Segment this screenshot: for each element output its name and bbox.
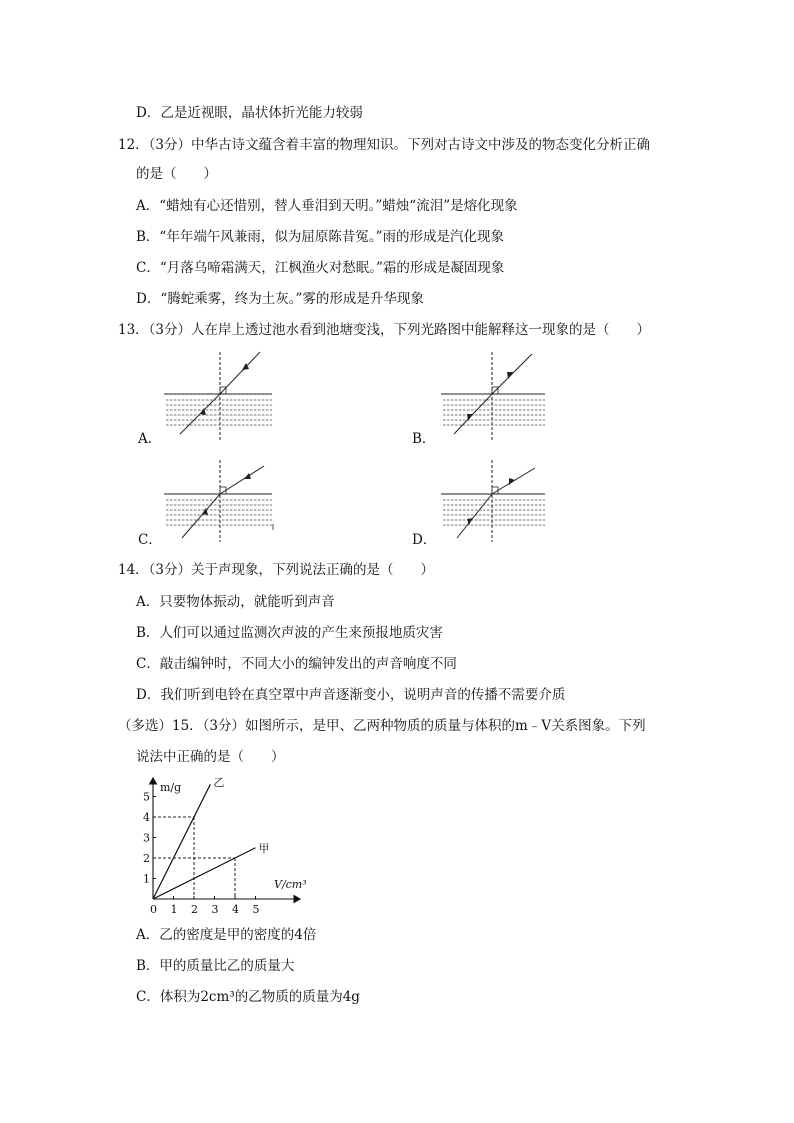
m-v-chart: [138, 775, 313, 920]
y-axis-label: m/g: [160, 781, 182, 794]
series-line: [153, 848, 256, 899]
q12-option-b: B．“年年端午风兼雨，似为屈原陈昔冤。”雨的形成是汽化现象: [136, 229, 504, 245]
y-tick-label: 1: [143, 872, 150, 886]
series-label: 乙: [213, 776, 225, 790]
q13-label-b: B．: [412, 431, 436, 447]
q12-option-d: D．“腾蛇乘雾，终为土灰。”雾的形成是升华现象: [136, 291, 424, 307]
x-tick-label: 5: [252, 903, 260, 916]
series-label: 甲: [258, 841, 270, 855]
q12-option-a: A．“蜡烛有心还惜别，替人垂泪到天明。”蜡烛“流泪”是熔化现象: [136, 198, 518, 214]
q14-option-c: C．敲击编钟时，不同大小的编钟发出的声音响度不同: [136, 656, 457, 672]
q15-option-c: C．体积为2cm³的乙物质的质量为4g: [136, 989, 360, 1005]
x-tick-label: 3: [211, 903, 219, 916]
q14-option-d: D．我们听到电铃在真空罩中声音逐渐变小，说明声音的传播不需要介质: [136, 687, 566, 703]
y-tick-label: 3: [143, 831, 150, 845]
q15-stem-line2: 说法中正确的是（ ）: [136, 749, 285, 765]
light-path-diagram-b: [437, 350, 567, 442]
q14-option-b: B．人们可以通过监测次声波的产生来预报地质灾害: [136, 625, 443, 641]
q14-option-a: A．只要物体振动，就能听到声音: [136, 594, 335, 610]
x-tick-label: 0: [150, 903, 157, 916]
series-line: [153, 784, 210, 899]
q13-label-a: A．: [138, 431, 162, 447]
y-tick-label: 4: [143, 811, 150, 824]
x-tick-label: 2: [191, 903, 198, 916]
x-tick-label: 1: [170, 903, 178, 916]
q15-option-a: A．乙的密度是甲的密度的4倍: [136, 927, 317, 943]
x-tick-label: 4: [232, 903, 239, 916]
y-tick-label: 2: [143, 852, 150, 865]
q12-stem-line2: 的是（ ）: [136, 166, 217, 182]
q11-option-d: D．乙是近视眼，晶状体折光能力较弱: [136, 105, 363, 121]
q13-label-d: D．: [412, 532, 437, 548]
light-path-diagram-d: [437, 458, 567, 544]
x-axis-label: V/cm³: [274, 878, 307, 891]
y-tick-label: 5: [143, 790, 150, 804]
q15-option-b: B．甲的质量比乙的质量大: [136, 958, 295, 974]
q13-stem: 13．（3分）人在岸上透过池水看到池塘变浅，下列光路图中能解释这一现象的是（ ）: [118, 322, 651, 338]
q13-label-c: C．: [138, 532, 162, 548]
q12-option-c: C．“月落乌啼霜满天，江枫渔火对愁眠。”霜的形成是凝固现象: [136, 260, 505, 276]
q15-stem-line1: （多选）15．（3分）如图所示，是甲、乙两种物质的质量与体积的m﹣V关系图象。下列: [118, 718, 646, 734]
light-path-diagram-c: [160, 458, 290, 544]
light-path-diagram-a: [160, 350, 290, 442]
q12-stem-line1: 12．（3分）中华古诗文蕴含着丰富的物理知识。下列对古诗文中涉及的物态变化分析正确: [118, 137, 651, 153]
q14-stem: 14．（3分）关于声现象，下列说法正确的是（ ）: [118, 562, 435, 578]
